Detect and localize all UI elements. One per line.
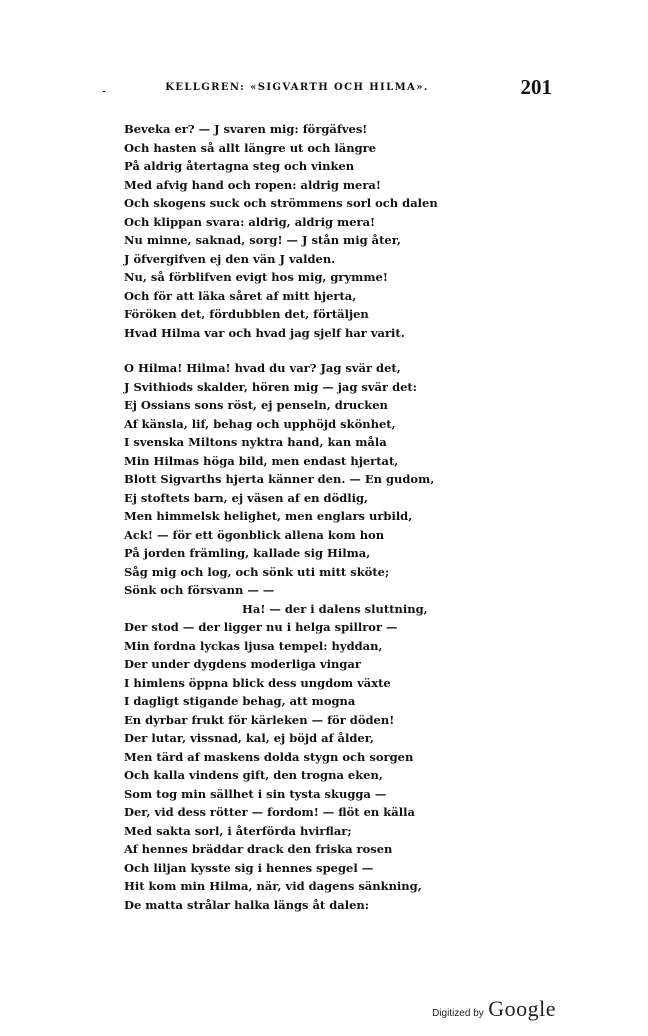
google-logo: Google (488, 996, 556, 1021)
stanza-3 (124, 618, 454, 914)
poem-line: Sönk och försvann — — (124, 583, 275, 597)
poem-line: Såg mig och log, och sönk uti mitt sköte; (124, 564, 390, 579)
poem-line: Och hasten så allt längre ut och längre (124, 140, 377, 155)
stanza-gap (124, 342, 454, 359)
poem-line: Der lutar, vissnad, kal, ej böjd af ålder, (124, 731, 374, 745)
poem-line: I himlens öppna blick dess ungdom växte (124, 675, 391, 690)
poem-line: Och skogens suck och strömmens sorl och dalen (124, 196, 438, 210)
poem-line: J Svithiods skalder, hören mig — jag svär det: (124, 379, 417, 394)
poem-line: Som tog min sällhet i sin tysta skugga — (124, 786, 387, 801)
stanza-1 (124, 120, 454, 342)
poem-line: Och liljan kysste sig i hennes spegel — (124, 860, 374, 875)
poem-line: Beveka er? — J svaren mig: förgäfves! (124, 122, 368, 136)
poem-line: Föröken det, fördubblen det, förtäljen (124, 307, 369, 321)
poem-line-indented: Ha! — der i dalens sluttning, (242, 601, 428, 616)
poem-line: Blott Sigvarths hjerta känner den. — En gudom, (124, 472, 435, 486)
poem-line: På jorden främling, kallade sig Hilma, (124, 546, 371, 560)
poem-line: Hit kom min Hilma, när, vid dagens sänkning, (124, 879, 422, 893)
page-number: 201 (520, 75, 552, 99)
poem-line: På aldrig återtagna steg och vinken (124, 159, 355, 173)
poem-line: Min Hilmas höga bild, men endast hjertat, (124, 453, 399, 468)
poem-line: Ej stoftets barn, ej väsen af en dödlig, (124, 490, 369, 505)
poem-line: Med afvig hand och ropen: aldrig mera! (124, 177, 381, 192)
poem-line: Af känsla, lif, behag och upphöjd skönhet, (124, 416, 396, 431)
digitized-by-label: Digitized by (432, 1008, 484, 1019)
poem-line: Ack! — för ett ögonblick allena kom hon (124, 527, 385, 542)
digitized-by-google-watermark (432, 996, 556, 1022)
poem-line: En dyrbar frukt för kärleken — för döden! (124, 712, 395, 727)
poem-line: O Hilma! Hilma! hvad du var? Jag svär det, (124, 361, 401, 375)
poem-line: Der under dygdens moderliga vingar (124, 657, 361, 671)
poem-line: I dagligt stigande behag, att mogna (124, 694, 356, 708)
poem-line: Nu, så förblifven evigt hos mig, grymme! (124, 270, 388, 284)
poem-line: Och för att läka såret af mitt hjerta, (124, 288, 357, 303)
poem-line: I svenska Miltons nyktra hand, kan måla (124, 435, 387, 449)
poem-line: Min fordna lyckas ljusa tempel: hyddan, (124, 638, 383, 653)
poem-line: Der, vid dess rötter — fordom! — flöt en källa (124, 805, 415, 819)
poem-line: Och klippan svara: aldrig, aldrig mera! (124, 214, 376, 229)
running-title: KELLGREN: «SIGVARTH OCH HILMA». (165, 82, 429, 93)
poem-line: Och kalla vindens gift, den trogna eken, (124, 768, 383, 782)
poem-line: Hvad Hilma var och hvad jag sjelf har varit. (124, 325, 405, 340)
poem-line: De matta strålar halka längs åt dalen: (124, 897, 370, 912)
poem-line: Der stod — der ligger nu i helga spillror — (124, 620, 398, 634)
page-header (102, 75, 552, 102)
poem-text (124, 120, 454, 914)
poem-line: Ej Ossians sons röst, ej penseln, drucken (124, 398, 388, 412)
poem-line: Men himmelsk helighet, men englars urbild, (124, 509, 413, 523)
stanza-2 (124, 359, 454, 618)
header-dash: - (102, 84, 107, 98)
poem-line: Nu minne, saknad, sorg! — J stån mig åter, (124, 233, 401, 247)
poem-line: Af hennes bräddar drack den friska rosen (124, 842, 393, 856)
poem-line: J öfvergifven ej den vän J valden. (124, 251, 336, 266)
poem-line: Men tärd af maskens dolda stygn och sorgen (124, 749, 414, 764)
poem-line: Med sakta sorl, i återförda hvirflar; (124, 823, 352, 838)
